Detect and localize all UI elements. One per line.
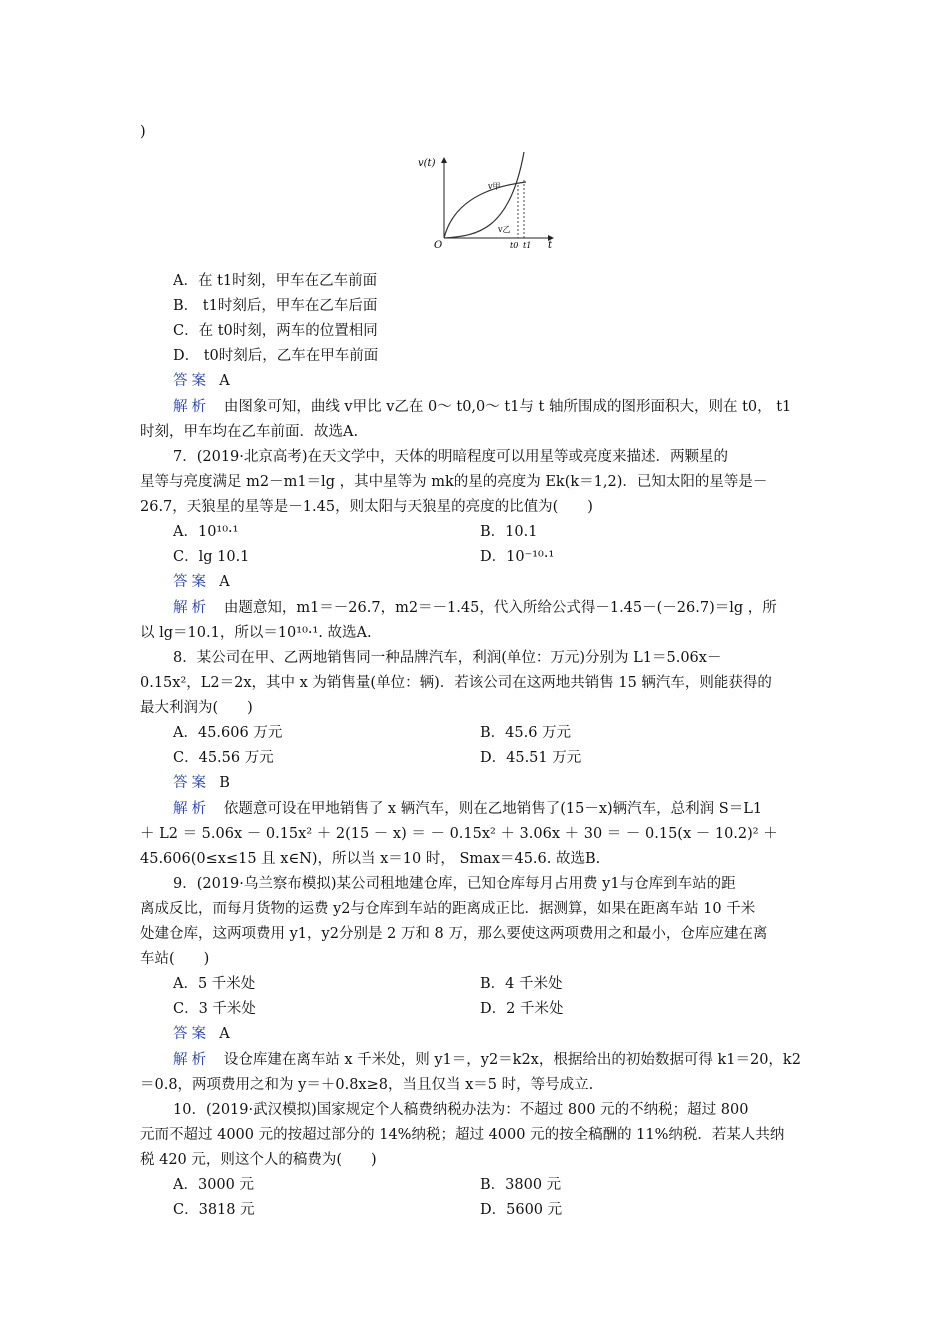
analysis-text: 依题意可设在甲地销售了 x 辆汽车，则在乙地销售了(15－x)辆汽车，总利润 S＝L1: [223, 801, 763, 817]
curve-yi: [444, 152, 524, 238]
q7-stem-2: 星等与亮度满足 m2－m1＝lg ，其中星等为 mk的星的亮度为 Ek(k＝1,2)．已知太阳的星等是－: [140, 474, 768, 490]
answer-value: A: [219, 574, 230, 590]
q8-stem-1: 8．某公司在甲、乙两地销售同一种品牌汽车，利润(单位：万元)分别为 L1＝5.06x－: [173, 650, 722, 666]
q9-analysis-1: [173, 1049, 849, 1071]
q9-stem-1: 9．(2019·乌兰察布模拟)某公司租地建仓库，已知仓库每月占用费 y1与仓库到车站的距: [173, 876, 736, 892]
q8-analysis-3: 45.606(0≤x≤15 且 x∈N)，所以当 x＝10 时， Smax＝45.6. 故选B.: [140, 851, 601, 867]
q7-analysis-2: 以 lg＝10.1，所以＝10¹⁰·¹. 故选A.: [140, 625, 372, 641]
velocity-time-graph: [418, 152, 568, 252]
q6-option-b: B． t1时刻后，甲车在乙车后面: [173, 298, 378, 314]
q10-stem-3: 税 420 元，则这个人的稿费为( ): [140, 1152, 377, 1168]
q9-option-d: D．2 千米处: [480, 1001, 564, 1017]
q6-option-d: D． t0时刻后，乙车在甲车前面: [173, 348, 379, 364]
answer-value: B: [219, 775, 230, 791]
analysis-label: 解析: [173, 801, 210, 817]
t1-label: t1: [523, 241, 532, 250]
q7-analysis-1: [173, 597, 849, 619]
q9-stem-3: 处建仓库，这两项费用 y1，y2分别是 2 万和 8 万，那么要使这两项费用之和最小，仓库应建在离: [140, 926, 768, 942]
answer-label: 答案: [173, 1026, 210, 1042]
analysis-label: 解析: [173, 1052, 210, 1068]
q10-stem-1: 10．(2019·武汉模拟)国家规定个人稿费纳税办法为：不超过 800 元的不纳税；超过 800: [173, 1102, 749, 1118]
q6-analysis-1: [173, 396, 849, 418]
analysis-text: 设仓库建在离车站 x 千米处，则 y1＝，y2＝k2x，根据给出的初始数据可得 k1＝20，k2: [223, 1052, 801, 1068]
q9-stem-2: 离成反比，而每月货物的运费 y2与仓库到车站的距离成正比．据测算，如果在距离车站 10 千米: [140, 901, 756, 917]
q10-option-c: C．3818 元: [173, 1202, 255, 1218]
q9-option-c: C．3 千米处: [173, 1001, 256, 1017]
analysis-label: 解析: [173, 600, 210, 616]
curve-jia-label: v甲: [488, 182, 501, 191]
answer-label: 答案: [173, 775, 210, 791]
q9-stem-4: 车站( ): [140, 951, 210, 967]
q10-stem-2: 元而不超过 4000 元的按超过部分的 14%纳税；超过 4000 元的按全稿酬的 11%纳税．若某人共纳: [140, 1127, 785, 1143]
q7-option-d: D．10⁻¹⁰·¹: [480, 549, 555, 565]
q8-option-b: B．45.6 万元: [480, 725, 572, 741]
origin-label: O: [434, 240, 443, 251]
q8-answer: [173, 772, 849, 794]
x-axis-label: t: [548, 240, 553, 251]
q8-option-c: C．45.56 万元: [173, 750, 274, 766]
analysis-text: 由图象可知，曲线 v甲比 v乙在 0～ t0,0～ t1与 t 轴所围成的图形面积大，则在 t0， t1: [223, 399, 792, 415]
q7-option-c: C．lg 10.1: [173, 549, 250, 565]
answer-value: A: [219, 1026, 230, 1042]
q6-option-a: A．在 t1时刻，甲车在乙车前面: [173, 273, 378, 289]
q7-option-a: A．10¹⁰·¹: [173, 524, 239, 540]
top-paren: ): [140, 124, 146, 140]
q8-stem-2: 0.15x²，L2＝2x，其中 x 为销售量(单位：辆)．若该公司在这两地共销售 15 辆汽车，则能获得的: [140, 675, 772, 691]
q9-analysis-2: ＝0.8，两项费用之和为 y＝＋0.8x≥8，当且仅当 x＝5 时，等号成立.: [140, 1077, 594, 1093]
q10-option-b: B．3800 元: [480, 1177, 562, 1193]
q9-option-b: B．4 千米处: [480, 976, 563, 992]
t0-label: t0: [510, 241, 519, 250]
curve-yi-label: v乙: [498, 225, 511, 234]
q7-answer: [173, 571, 849, 593]
q6-answer: [173, 370, 849, 392]
y-axis-label: v(t): [418, 158, 436, 169]
q9-option-a: A．5 千米处: [173, 976, 256, 992]
answer-label: 答案: [173, 373, 210, 389]
q10-option-a: A．3000 元: [173, 1177, 254, 1193]
analysis-label: 解析: [173, 399, 210, 415]
q8-analysis-2: ＋ L2 ＝ 5.06x － 0.15x² ＋ 2(15 － x) ＝ － 0.15x² ＋ 3.06x ＋ 30 ＝ － 0.15(x － 10.2)² ＋: [140, 826, 778, 842]
q8-analysis-1: [173, 798, 849, 820]
q9-answer: [173, 1023, 849, 1045]
answer-value: A: [219, 373, 230, 389]
analysis-text: 由题意知，m1＝－26.7，m2＝－1.45，代入所给公式得－1.45－(－26.7)＝lg ，所: [223, 600, 777, 616]
q8-stem-3: 最大利润为( ): [140, 700, 253, 716]
q7-stem-1: 7．(2019·北京高考)在天文学中，天体的明暗程度可以用星等或亮度来描述．两颗星的: [173, 449, 729, 465]
q8-option-d: D．45.51 万元: [480, 750, 582, 766]
answer-label: 答案: [173, 574, 210, 590]
q6-option-c: C．在 t0时刻，两车的位置相同: [173, 323, 378, 339]
q7-option-b: B．10.1: [480, 524, 538, 540]
q7-stem-3: 26.7，天狼星的星等是－1.45，则太阳与天狼星的亮度的比值为( ): [140, 499, 593, 515]
q6-analysis-2: 时刻，甲车均在乙车前面．故选A.: [140, 424, 359, 440]
q10-option-d: D．5600 元: [480, 1202, 563, 1218]
q8-option-a: A．45.606 万元: [173, 725, 283, 741]
